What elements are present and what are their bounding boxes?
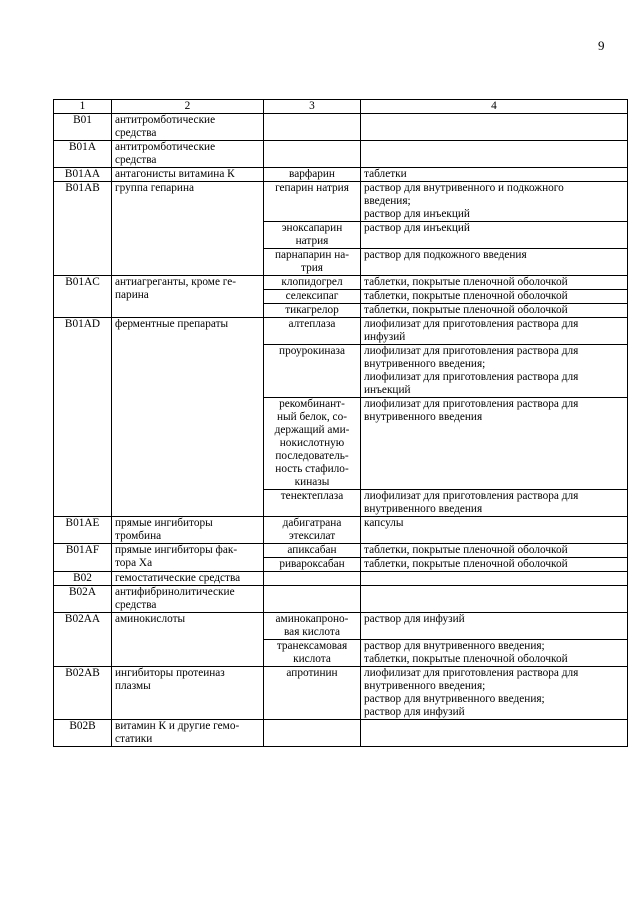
drug-name-cell	[264, 168, 361, 182]
table-row	[54, 572, 628, 586]
group-name-cell	[112, 276, 264, 318]
drug-name-line: эноксапарин	[281, 222, 343, 234]
dosage-form-line: внутривенного введения	[364, 503, 483, 515]
atc-code-cell: B02	[54, 572, 112, 586]
drug-name-line: киназы	[294, 476, 330, 488]
dosage-form-cell	[361, 222, 628, 249]
dosage-form-line: таблетки, покрытые пленочной оболочкой	[364, 653, 568, 665]
dosage-form-cell	[361, 613, 628, 640]
table-row	[54, 667, 628, 720]
dosage-form-cell	[361, 182, 628, 222]
dosage-form-cell	[361, 490, 628, 517]
dosage-form-line: раствор для подкожного введения	[364, 249, 527, 261]
atc-code-cell: B02AA	[54, 613, 112, 667]
group-name-cell	[112, 168, 264, 182]
dosage-form-line: раствор для внутривенного и подкожного	[364, 182, 564, 194]
dosage-form-cell	[361, 318, 628, 345]
dosage-form-cell	[361, 290, 628, 304]
drug-name-cell	[264, 572, 361, 586]
drug-name-line: апротинин	[286, 667, 338, 679]
dosage-form-cell	[361, 558, 628, 572]
group-name-line: прямые ингибиторы фак-	[115, 544, 238, 556]
drug-name-line: этексилат	[288, 530, 336, 542]
group-name-line: статики	[115, 733, 153, 745]
drug-name-line: вая кислота	[284, 626, 340, 638]
header-cell: 1	[54, 100, 112, 114]
dosage-form-line: таблетки	[364, 168, 407, 180]
drug-name-line: натрия	[295, 235, 329, 247]
dosage-form-line: раствор для внутривенного введения;	[364, 640, 545, 652]
table-row	[54, 586, 628, 613]
group-name-line: ингибиторы протеиназ	[115, 667, 225, 679]
dosage-form-line: лиофилизат для приготовления раствора для	[364, 667, 579, 679]
group-name-line: средства	[115, 599, 157, 611]
drug-name-cell	[264, 141, 361, 168]
atc-code-cell: B01AF	[54, 544, 112, 572]
dosage-form-cell	[361, 249, 628, 276]
drug-name-line: тикагрелор	[285, 304, 339, 316]
group-name-line: тромбина	[115, 530, 162, 542]
drug-name-cell	[264, 276, 361, 290]
dosage-form-cell	[361, 544, 628, 558]
group-name-line: группа гепарина	[115, 182, 195, 194]
header-cell: 4	[361, 100, 628, 114]
dosage-form-line: внутривенного введения;	[364, 680, 486, 692]
dosage-form-line: внутривенного введения	[364, 411, 483, 423]
dosage-form-line: таблетки, покрытые пленочной оболочкой	[364, 544, 568, 556]
atc-code-cell: B01AC	[54, 276, 112, 318]
dosage-form-line: раствор для инъекций	[364, 208, 470, 220]
drug-table	[53, 99, 628, 747]
dosage-form-line: внутривенного введения;	[364, 358, 486, 370]
dosage-form-line: капсулы	[364, 517, 404, 529]
drug-name-line: алтеплаза	[288, 318, 336, 330]
table-row	[54, 517, 628, 544]
table-header-row	[54, 100, 628, 114]
drug-name-cell	[264, 544, 361, 558]
group-name-line: антитромботические	[115, 114, 216, 126]
table-row	[54, 276, 628, 290]
dosage-form-cell	[361, 667, 628, 720]
drug-name-line: парнапарин на-	[274, 249, 350, 261]
drug-name-line: транексамовая	[276, 640, 348, 652]
table-row	[54, 318, 628, 345]
drug-name-line: рекомбинант-	[279, 398, 345, 410]
drug-name-line: ный белок, со-	[277, 411, 347, 423]
atc-code-cell: B01AA	[54, 168, 112, 182]
drug-name-cell	[264, 182, 361, 222]
group-name-line: парина	[115, 289, 149, 301]
dosage-form-cell	[361, 141, 628, 168]
drug-name-line: проурокиназа	[279, 345, 345, 357]
group-name-cell	[112, 517, 264, 544]
dosage-form-line: лиофилизат для приготовления раствора для	[364, 371, 579, 383]
dosage-form-cell	[361, 572, 628, 586]
group-name-cell	[112, 720, 264, 747]
group-name-line: антифибринолитические	[115, 586, 235, 598]
drug-name-cell	[264, 398, 361, 490]
dosage-form-line: таблетки, покрытые пленочной оболочкой	[364, 304, 568, 316]
table-row	[54, 114, 628, 141]
drug-name-line: дабигатрана	[282, 517, 342, 529]
dosage-form-line: лиофилизат для приготовления раствора для	[364, 490, 579, 502]
drug-name-line: нокислотную	[279, 437, 345, 449]
dosage-form-line: инфузий	[364, 331, 406, 343]
dosage-form-line: раствор для инфузий	[364, 706, 465, 718]
drug-name-line: ность стафило-	[275, 463, 349, 475]
table-row	[54, 141, 628, 168]
atc-code-cell: B02B	[54, 720, 112, 747]
group-name-line: плазмы	[115, 680, 151, 692]
drug-name-line: последователь-	[275, 450, 349, 462]
dosage-form-cell	[361, 586, 628, 613]
group-name-line: витамин К и другие гемо-	[115, 720, 240, 732]
drug-name-line: держащий ами-	[274, 424, 350, 436]
group-name-line: тора Ха	[115, 557, 153, 569]
page-number: 9	[598, 38, 605, 53]
table-row	[54, 613, 628, 640]
dosage-form-cell	[361, 345, 628, 398]
drug-name-cell	[264, 222, 361, 249]
group-name-cell	[112, 318, 264, 517]
drug-name-line: аминокапроно-	[275, 613, 349, 625]
group-name-cell	[112, 141, 264, 168]
drug-name-line: гепарин натрия	[275, 182, 349, 194]
drug-name-line: варфарин	[289, 168, 335, 180]
table-row	[54, 168, 628, 182]
drug-name-line: тенектеплаза	[280, 490, 344, 502]
dosage-form-cell	[361, 720, 628, 747]
drug-name-cell	[264, 613, 361, 640]
dosage-form-line: таблетки, покрытые пленочной оболочкой	[364, 290, 568, 302]
drug-name-line: селексипаг	[285, 290, 339, 302]
atc-code-cell: B01AD	[54, 318, 112, 517]
dosage-form-cell	[361, 168, 628, 182]
atc-code-cell: B01AE	[54, 517, 112, 544]
header-cell: 3	[264, 100, 361, 114]
group-name-line: средства	[115, 154, 157, 166]
drug-name-cell	[264, 586, 361, 613]
atc-code-cell: B01AB	[54, 182, 112, 276]
drug-name-cell	[264, 667, 361, 720]
dosage-form-line: таблетки, покрытые пленочной оболочкой	[364, 276, 568, 288]
drug-name-line: клопидогрел	[281, 276, 343, 288]
group-name-cell	[112, 572, 264, 586]
group-name-cell	[112, 586, 264, 613]
dosage-form-cell	[361, 517, 628, 544]
dosage-form-line: таблетки, покрытые пленочной оболочкой	[364, 558, 568, 570]
group-name-cell	[112, 613, 264, 667]
group-name-line: гемостатические средства	[115, 572, 241, 584]
table-row	[54, 182, 628, 222]
atc-code-cell: B01	[54, 114, 112, 141]
group-name-line: прямые ингибиторы	[115, 517, 213, 529]
group-name-line: антагонисты витамина К	[115, 168, 235, 180]
drug-name-cell	[264, 490, 361, 517]
group-name-line: средства	[115, 127, 157, 139]
table-row	[54, 544, 628, 558]
dosage-form-line: раствор для инфузий	[364, 613, 465, 625]
group-name-line: антитромботические	[115, 141, 216, 153]
dosage-form-cell	[361, 640, 628, 667]
drug-name-line: трия	[301, 262, 323, 274]
atc-code-cell: B02A	[54, 586, 112, 613]
drug-name-cell	[264, 517, 361, 544]
dosage-form-line: лиофилизат для приготовления раствора для	[364, 345, 579, 357]
drug-name-cell	[264, 640, 361, 667]
drug-name-cell	[264, 114, 361, 141]
atc-code-cell: B01A	[54, 141, 112, 168]
dosage-form-line: раствор для инъекций	[364, 222, 470, 234]
dosage-form-line: лиофилизат для приготовления раствора для	[364, 398, 579, 410]
group-name-cell	[112, 667, 264, 720]
drug-name-line: ривароксабан	[279, 558, 345, 570]
group-name-line: ферментные препараты	[115, 318, 229, 330]
dosage-form-cell	[361, 304, 628, 318]
dosage-form-line: инъекций	[364, 384, 411, 396]
dosage-form-line: лиофилизат для приготовления раствора для	[364, 318, 579, 330]
header-cell: 2	[112, 100, 264, 114]
dosage-form-line: введения;	[364, 195, 411, 207]
drug-name-cell	[264, 304, 361, 318]
group-name-cell	[112, 182, 264, 276]
dosage-form-cell	[361, 276, 628, 290]
table-row	[54, 720, 628, 747]
dosage-form-cell	[361, 398, 628, 490]
dosage-form-cell	[361, 114, 628, 141]
atc-code-cell: B02AB	[54, 667, 112, 720]
group-name-cell	[112, 114, 264, 141]
drug-name-line: кислота	[293, 653, 331, 665]
drug-name-cell	[264, 720, 361, 747]
dosage-form-line: раствор для внутривенного введения;	[364, 693, 545, 705]
drug-name-cell	[264, 345, 361, 398]
group-name-line: аминокислоты	[115, 613, 186, 625]
drug-name-cell	[264, 318, 361, 345]
drug-name-cell	[264, 558, 361, 572]
drug-name-cell	[264, 290, 361, 304]
drug-name-cell	[264, 249, 361, 276]
group-name-cell	[112, 544, 264, 572]
drug-name-line: апиксабан	[287, 544, 337, 556]
group-name-line: антиагреганты, кроме ге-	[115, 276, 237, 288]
